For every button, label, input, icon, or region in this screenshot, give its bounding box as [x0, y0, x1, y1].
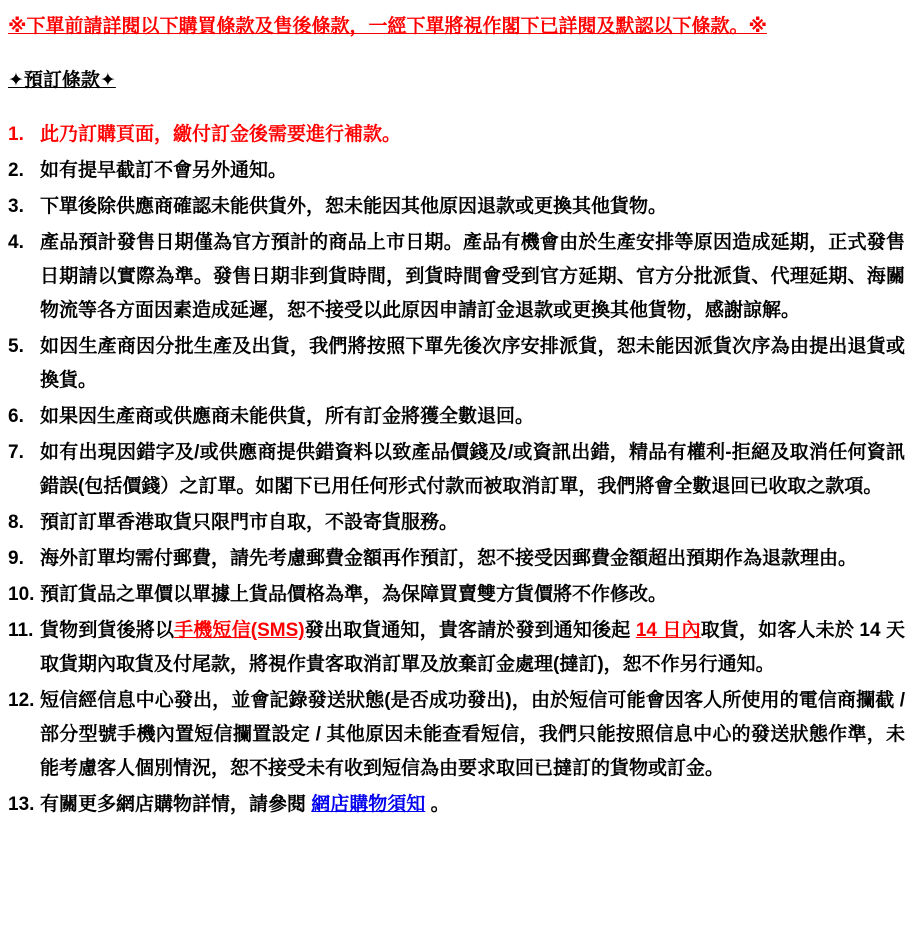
term-text-segment: 預訂訂單香港取貨只限門市自取，不設寄貨服務。 [40, 512, 459, 533]
term-number: 11. [8, 620, 34, 641]
term-text-segment: 貨物到貨後將以 [40, 620, 175, 641]
term-item-10 [8, 578, 905, 612]
term-text [40, 400, 905, 434]
term-item-2 [8, 154, 905, 188]
term-text-segment: 如有提早截訂不會另外通知。 [40, 160, 288, 181]
term-text-segment: 如果因生產商或供應商未能供貨，所有訂金將獲全數退回。 [40, 406, 535, 427]
term-text-segment: 短信經信息中心發出，並會記錄發送狀態(是否成功發出)，由於短信可能會因客人所使用的電信商攔截 / 部分型號手機內置短信攔置設定 / 其他原因未能查看短信，我們只能按照信息中心的發送狀態作準，未能考慮客人個別情況，恕不接受未有收到短信為由要求取回已撻訂的貨物或訂金。 [40, 690, 905, 779]
term-number: 7. [8, 442, 24, 463]
term-number: 12. [8, 690, 35, 711]
term-text-segment: 產品預計發售日期僅為官方預計的商品上市日期。產品有機會由於生產安排等原因造成延期，正式發售日期請以實際為準。發售日期非到貨時間，到貨時間會受到官方延期、官方分批派貨、代理延期、海關物流等各方面因素造成延遲，恕不接受以此原因申請訂金退款或更換其他貨物，感謝諒解。 [40, 232, 905, 321]
term-text [40, 190, 905, 224]
term-text-segment: 如因生產商因分批生產及出貨，我們將按照下單先後次序安排派貨，恕未能因派貨次序為由提出退貨或換貨。 [40, 336, 905, 391]
term-text-segment: 有關更多網店購物詳情，請參閱 [40, 794, 312, 815]
term-number: 3. [8, 196, 24, 217]
term-text [40, 226, 905, 328]
term-item-4 [8, 226, 905, 328]
terms-list [8, 118, 905, 822]
term-number: 5. [8, 336, 24, 357]
term-text-segment: 如有出現因錯字及/或供應商提供錯資料以致產品價錢及/或資訊出錯，精品有權利-拒絕及取消任何資訊錯誤(包括價錢）之訂單。如閣下已用任何形式付款而被取消訂單，我們將會全數退回已收取之款項。 [40, 442, 905, 497]
term-item-13 [8, 788, 905, 822]
term-text [40, 330, 905, 398]
term-text-segment: 海外訂單均需付郵費，請先考慮郵費金額再作預訂，恕不接受因郵費金額超出預期作為退款理由。 [40, 548, 858, 569]
sms-notice-highlight: 手機短信(SMS) [174, 620, 305, 641]
pickup-deadline-highlight: 14 日內 [635, 620, 701, 641]
shop-notice-link[interactable]: 網店購物須知 [311, 794, 426, 815]
term-item-7 [8, 436, 905, 504]
term-item-8 [8, 506, 905, 540]
term-item-11 [8, 614, 905, 682]
term-item-12 [8, 684, 905, 786]
term-text [40, 684, 905, 786]
term-text-segment: 。 [425, 794, 450, 815]
term-number: 8. [8, 512, 24, 533]
term-number: 6. [8, 406, 24, 427]
term-number: 4. [8, 232, 24, 253]
term-text [40, 118, 905, 152]
section-header: ✦預訂條款✦ [8, 70, 116, 91]
term-number: 2. [8, 160, 24, 181]
term-number: 1. [8, 124, 24, 145]
terms-page [8, 12, 905, 822]
term-number: 10. [8, 584, 35, 605]
term-text-segment: 取貨，如客人未於 14 天取貨期內取貨及付尾款，將視作貴客取消訂單及放棄訂金處理(撻訂)，恕不作另行通知。 [40, 620, 905, 675]
term-number: 9. [8, 548, 24, 569]
term-text-segment: 此乃訂購頁面，繳付訂金後需要進行補款。 [40, 124, 402, 145]
term-number: 13. [8, 794, 35, 815]
term-text [40, 506, 905, 540]
term-item-9 [8, 542, 905, 576]
term-text [40, 788, 905, 822]
term-text-segment: 發出取貨通知，貴客請於發到通知後起 [304, 620, 636, 641]
term-item-1 [8, 118, 905, 152]
term-text [40, 542, 905, 576]
term-item-6 [8, 400, 905, 434]
term-item-3 [8, 190, 905, 224]
page-title: ※下單前請詳閱以下購買條款及售後條款，一經下單將視作閣下已詳閱及默認以下條款。※ [8, 16, 767, 37]
term-text [40, 154, 905, 188]
term-text [40, 614, 905, 682]
term-item-5 [8, 330, 905, 398]
term-text [40, 578, 905, 612]
term-text [40, 436, 905, 504]
term-text-segment: 下單後除供應商確認未能供貨外，恕未能因其他原因退款或更換其他貨物。 [40, 196, 668, 217]
term-text-segment: 預訂貨品之單價以單據上貨品價格為準，為保障買賣雙方貨價將不作修改。 [40, 584, 668, 605]
